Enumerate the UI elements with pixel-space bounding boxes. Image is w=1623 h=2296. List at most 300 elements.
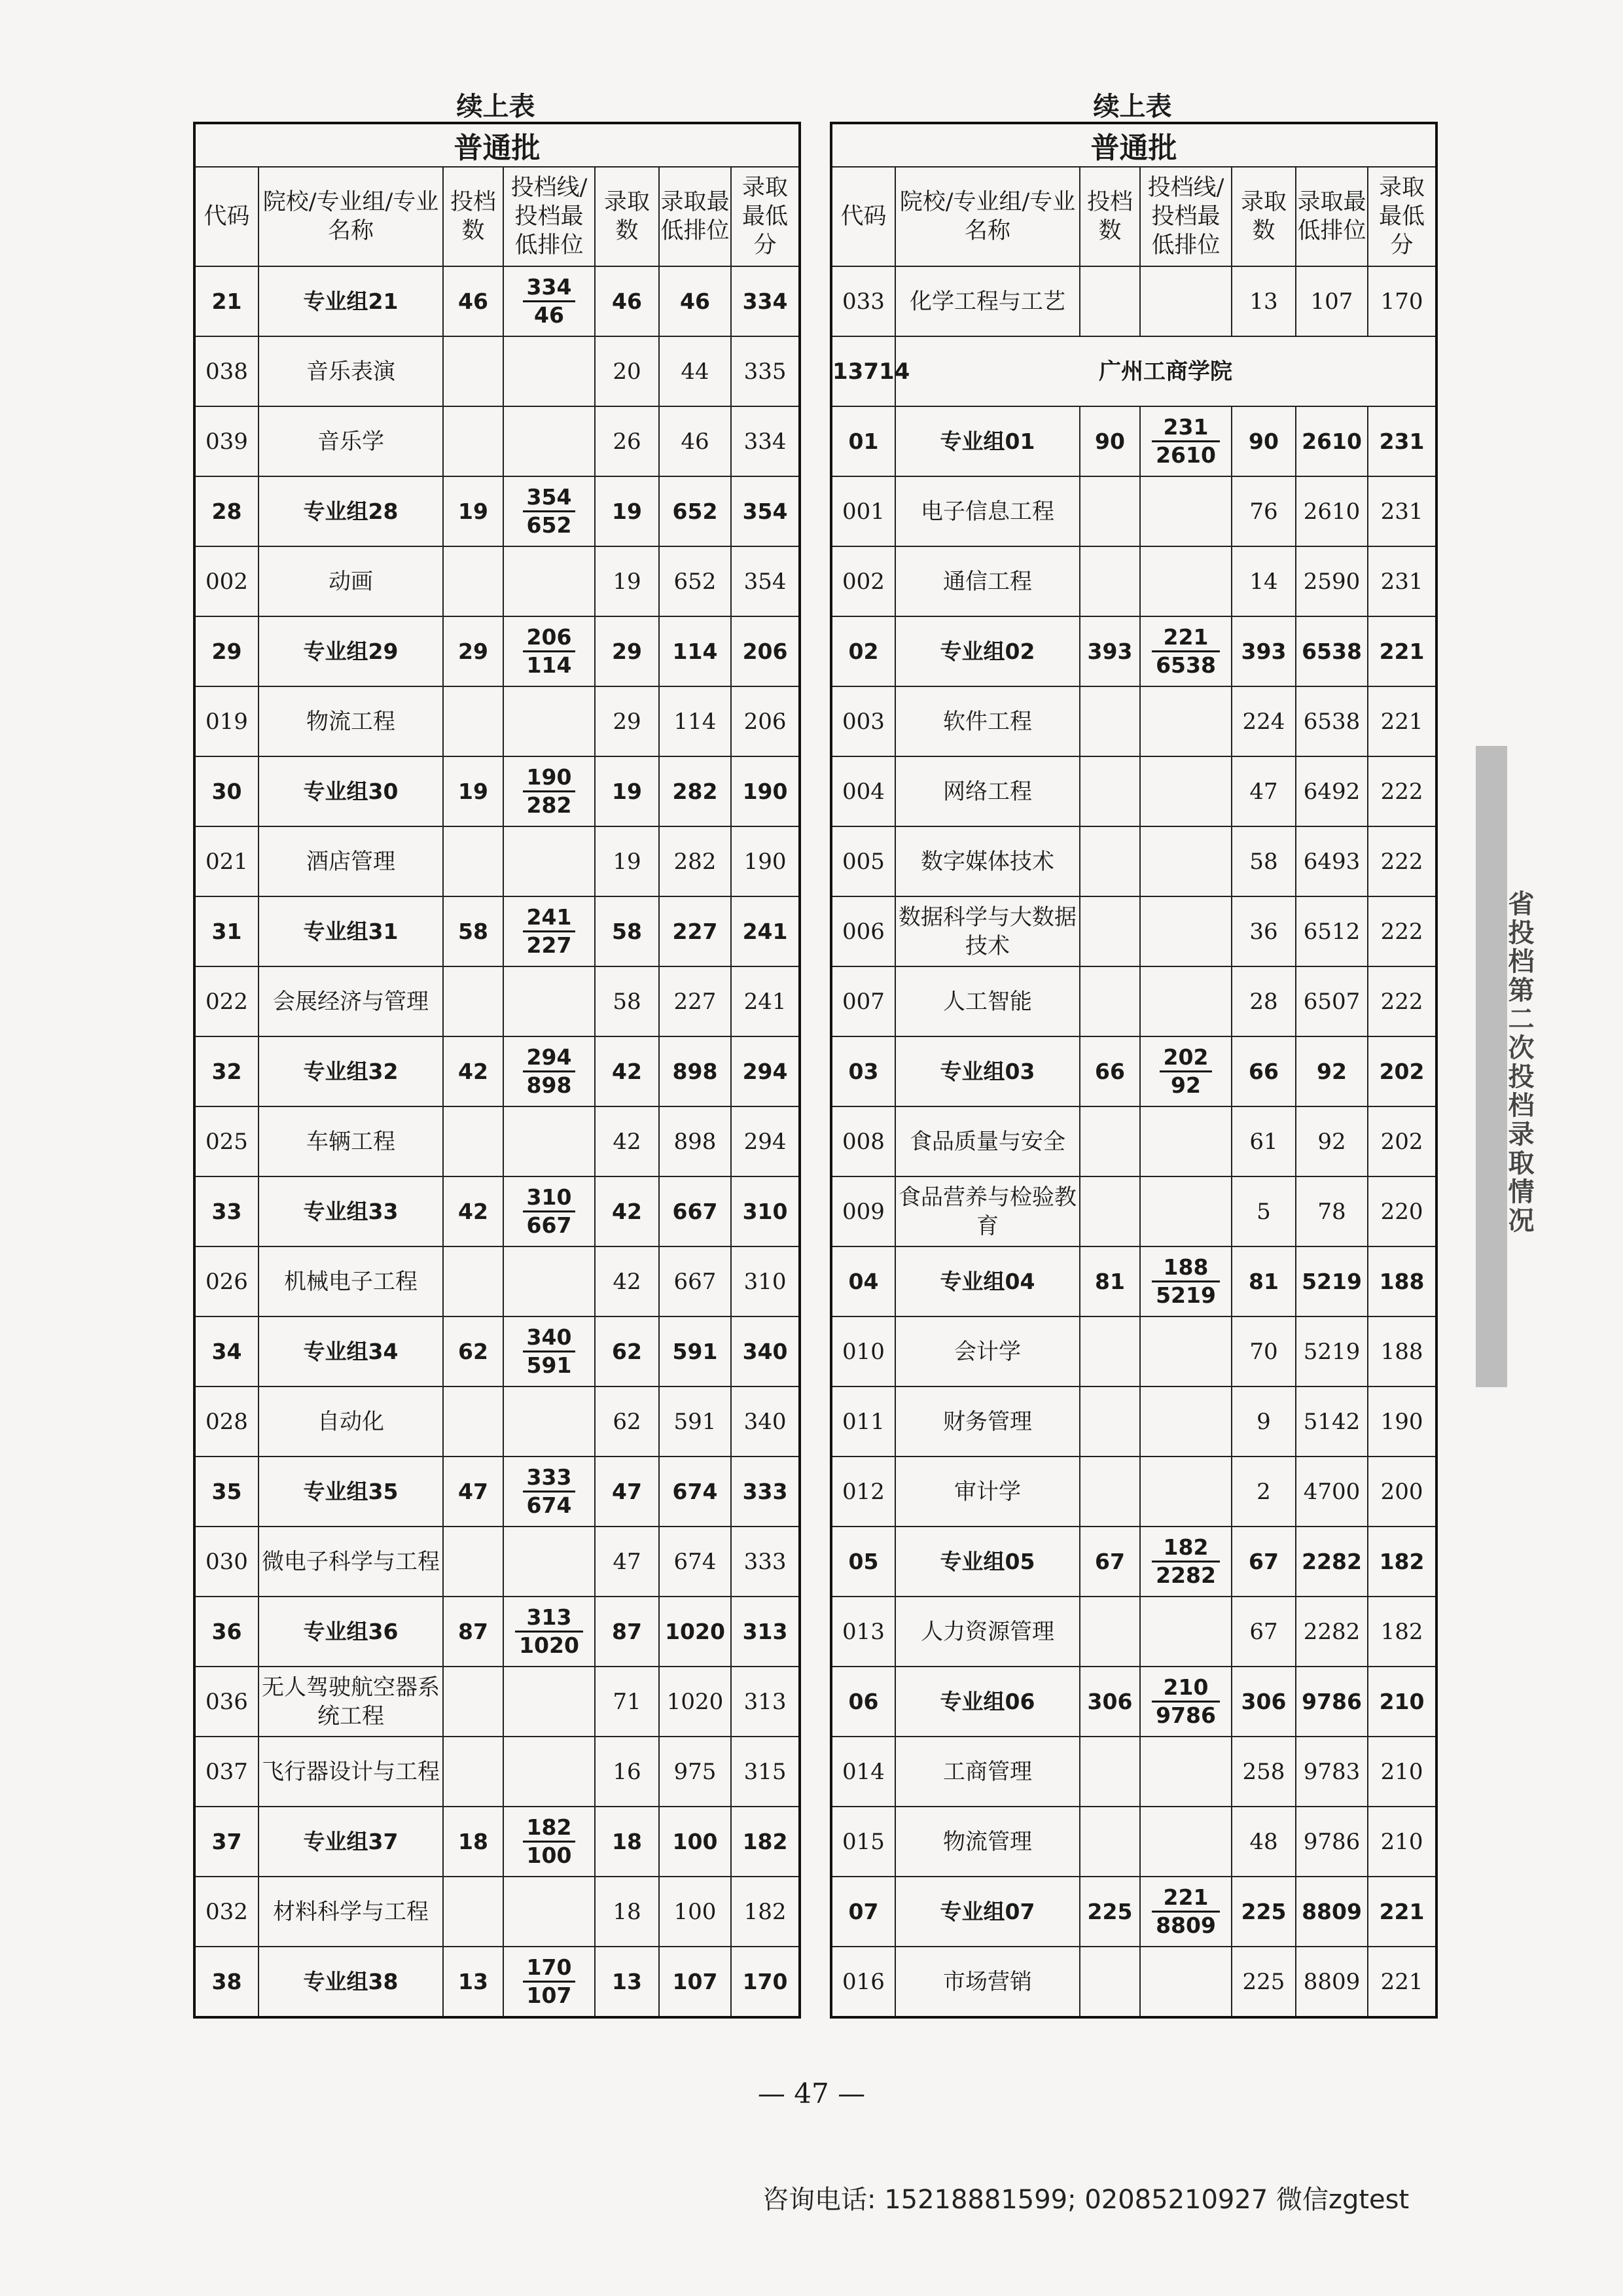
code-cell: 05 (831, 1527, 895, 1597)
tou-cell: 67 (1080, 1527, 1140, 1597)
name-cell: 人力资源管理 (895, 1597, 1080, 1667)
header-row (831, 167, 1436, 266)
score-cell: 182 (731, 1877, 800, 1947)
name-cell: 食品质量与安全 (895, 1106, 1080, 1176)
group-row (831, 1246, 1436, 1316)
tou-cell (443, 1106, 503, 1176)
tou-cell (1080, 266, 1140, 336)
line-fraction (1160, 1044, 1213, 1099)
code-cell: 13714 (831, 336, 895, 406)
lu-cell: 47 (595, 1457, 659, 1527)
line-cell (503, 1527, 595, 1597)
name-cell: 飞行器设计与工程 (259, 1737, 443, 1807)
pos-cell: 92 (1296, 1106, 1368, 1176)
lu-cell: 87 (595, 1597, 659, 1667)
tou-cell (443, 686, 503, 756)
name-cell: 专业组03 (895, 1036, 1080, 1106)
lu-cell: 9 (1232, 1386, 1296, 1457)
score-cell: 190 (731, 756, 800, 826)
line-score: 310 (523, 1184, 576, 1212)
score-cell: 188 (1368, 1246, 1436, 1316)
code-cell: 009 (831, 1176, 895, 1246)
line-rank: 227 (526, 932, 572, 958)
score-cell: 210 (1368, 1667, 1436, 1737)
line-rank: 5219 (1156, 1282, 1216, 1308)
name-cell: 材料科学与工程 (259, 1877, 443, 1947)
line-score: 340 (523, 1324, 576, 1352)
line-rank: 282 (526, 792, 572, 818)
line-fraction (523, 1464, 576, 1519)
major-row (194, 826, 800, 896)
score-cell: 354 (731, 546, 800, 616)
score-cell: 241 (731, 966, 800, 1036)
line-score: 221 (1152, 624, 1220, 652)
lu-cell: 47 (595, 1527, 659, 1597)
line-cell (1140, 1106, 1232, 1176)
line-rank: 2610 (1156, 442, 1216, 468)
tou-cell (443, 1246, 503, 1316)
continued-caption: 续上表 (456, 92, 535, 122)
tou-cell (1080, 1386, 1140, 1457)
lu-cell: 42 (595, 1246, 659, 1316)
score-cell: 231 (1368, 406, 1436, 476)
tou-cell (1080, 546, 1140, 616)
line-rank: 674 (526, 1492, 572, 1518)
lu-cell: 19 (595, 756, 659, 826)
tou-cell: 81 (1080, 1246, 1140, 1316)
lu-cell: 47 (1232, 756, 1296, 826)
tou-cell (1080, 1947, 1140, 2017)
line-cell (1140, 1947, 1232, 2017)
score-cell: 220 (1368, 1176, 1436, 1246)
pos-cell: 227 (659, 896, 731, 966)
tou-cell: 42 (443, 1036, 503, 1106)
group-row (194, 1176, 800, 1246)
group-row (831, 1036, 1436, 1106)
name-cell: 财务管理 (895, 1386, 1080, 1457)
lu-cell: 58 (1232, 826, 1296, 896)
score-cell: 182 (1368, 1527, 1436, 1597)
name-cell: 专业组05 (895, 1527, 1080, 1597)
code-cell: 013 (831, 1597, 895, 1667)
line-rank: 6538 (1156, 652, 1216, 678)
name-cell: 音乐学 (259, 406, 443, 476)
tou-cell (1080, 476, 1140, 546)
lu-cell: 19 (595, 546, 659, 616)
lu-cell: 258 (1232, 1737, 1296, 1807)
major-row (194, 1877, 800, 1947)
score-cell: 231 (1368, 546, 1436, 616)
pos-cell: 9786 (1296, 1667, 1368, 1737)
lu-cell: 42 (595, 1036, 659, 1106)
name-cell: 专业组37 (259, 1807, 443, 1877)
line-rank: 92 (1171, 1072, 1201, 1098)
line-score: 313 (515, 1604, 583, 1633)
code-cell: 002 (831, 546, 895, 616)
major-row (831, 1176, 1436, 1246)
name-cell: 数字媒体技术 (895, 826, 1080, 896)
score-cell: 210 (1368, 1737, 1436, 1807)
line-cell (503, 756, 595, 826)
code-cell: 014 (831, 1737, 895, 1807)
major-row (194, 1737, 800, 1807)
name-cell: 工商管理 (895, 1737, 1080, 1807)
pos-cell: 667 (659, 1246, 731, 1316)
score-cell: 182 (731, 1807, 800, 1877)
header-line: 投档线/投档最低排位 (503, 167, 595, 266)
line-rank: 8809 (1156, 1913, 1216, 1938)
line-cell (503, 686, 595, 756)
score-cell: 294 (731, 1036, 800, 1106)
lu-cell: 36 (1232, 896, 1296, 966)
code-cell: 29 (194, 616, 259, 686)
line-cell (503, 1106, 595, 1176)
name-cell: 会计学 (895, 1316, 1080, 1386)
line-cell (503, 1457, 595, 1527)
code-cell: 028 (194, 1386, 259, 1457)
line-score: 202 (1160, 1044, 1213, 1072)
name-cell: 动画 (259, 546, 443, 616)
header-code: 代码 (194, 167, 259, 266)
tou-cell (1080, 1807, 1140, 1877)
header-score: 录取最低分 (731, 167, 800, 266)
line-cell (503, 1597, 595, 1667)
pos-cell: 9786 (1296, 1807, 1368, 1877)
score-cell: 170 (1368, 266, 1436, 336)
code-cell: 37 (194, 1807, 259, 1877)
tou-cell (443, 1527, 503, 1597)
pos-cell: 5219 (1296, 1246, 1368, 1316)
lu-cell: 5 (1232, 1176, 1296, 1246)
line-fraction (1152, 414, 1220, 468)
major-row (194, 1386, 800, 1457)
code-cell: 33 (194, 1176, 259, 1246)
line-cell (503, 1807, 595, 1877)
group-row (194, 266, 800, 336)
major-row (831, 476, 1436, 546)
pos-cell: 898 (659, 1036, 731, 1106)
line-cell (1140, 406, 1232, 476)
line-fraction (523, 1044, 576, 1099)
pos-cell: 282 (659, 826, 731, 896)
lu-cell: 76 (1232, 476, 1296, 546)
line-cell (1140, 896, 1232, 966)
code-cell: 04 (831, 1246, 895, 1316)
code-cell: 012 (831, 1457, 895, 1527)
major-row (831, 266, 1436, 336)
major-row (831, 756, 1436, 826)
line-score: 182 (1152, 1534, 1220, 1563)
line-cell (503, 266, 595, 336)
score-cell: 222 (1368, 966, 1436, 1036)
tou-cell: 46 (443, 266, 503, 336)
line-rank: 9786 (1156, 1703, 1216, 1728)
line-score: 190 (523, 764, 576, 792)
code-cell: 03 (831, 1036, 895, 1106)
code-cell: 019 (194, 686, 259, 756)
tou-cell: 90 (1080, 406, 1140, 476)
major-row (831, 1106, 1436, 1176)
school-row (831, 336, 1436, 406)
tou-cell (1080, 1737, 1140, 1807)
group-row (194, 1597, 800, 1667)
tou-cell: 19 (443, 756, 503, 826)
tou-cell (443, 406, 503, 476)
header-score: 录取最低分 (1368, 167, 1436, 266)
line-cell (1140, 1316, 1232, 1386)
line-cell (1140, 966, 1232, 1036)
line-cell (503, 1316, 595, 1386)
pos-cell: 46 (659, 406, 731, 476)
major-row (831, 1457, 1436, 1527)
lu-cell: 66 (1232, 1036, 1296, 1106)
name-cell: 物流工程 (259, 686, 443, 756)
name-cell: 通信工程 (895, 546, 1080, 616)
code-cell: 006 (831, 896, 895, 966)
lu-cell: 224 (1232, 686, 1296, 756)
group-row (194, 896, 800, 966)
header-name: 院校/专业组/专业名称 (895, 167, 1080, 266)
line-score: 210 (1152, 1674, 1220, 1703)
code-cell: 32 (194, 1036, 259, 1106)
code-cell: 025 (194, 1106, 259, 1176)
group-row (831, 1877, 1436, 1947)
header-pos: 录取最低排位 (1296, 167, 1368, 266)
line-fraction (1152, 1534, 1220, 1589)
line-rank: 114 (526, 652, 572, 678)
pos-cell: 8809 (1296, 1947, 1368, 2017)
name-cell: 音乐表演 (259, 336, 443, 406)
header-line: 投档线/投档最低排位 (1140, 167, 1232, 266)
lu-cell: 70 (1232, 1316, 1296, 1386)
lu-cell: 13 (1232, 266, 1296, 336)
lu-cell: 2 (1232, 1457, 1296, 1527)
pos-cell: 6538 (1296, 616, 1368, 686)
code-cell: 01 (831, 406, 895, 476)
major-row (831, 1807, 1436, 1877)
line-rank: 100 (526, 1843, 572, 1868)
pos-cell: 100 (659, 1807, 731, 1877)
line-cell (1140, 686, 1232, 756)
tou-cell: 393 (1080, 616, 1140, 686)
code-cell: 21 (194, 266, 259, 336)
score-cell: 335 (731, 336, 800, 406)
lu-cell: 58 (595, 966, 659, 1036)
lu-cell: 46 (595, 266, 659, 336)
major-row (831, 546, 1436, 616)
line-cell (503, 1386, 595, 1457)
tou-cell (443, 1667, 503, 1737)
pos-cell: 6493 (1296, 826, 1368, 896)
name-cell: 专业组07 (895, 1877, 1080, 1947)
tou-cell (443, 546, 503, 616)
code-cell: 026 (194, 1246, 259, 1316)
major-row (831, 1597, 1436, 1667)
score-cell: 315 (731, 1737, 800, 1807)
name-cell: 机械电子工程 (259, 1246, 443, 1316)
lu-cell: 26 (595, 406, 659, 476)
line-cell (1140, 476, 1232, 546)
right-table-panel (830, 92, 1435, 2019)
score-cell: 231 (1368, 476, 1436, 546)
pos-cell: 6538 (1296, 686, 1368, 756)
major-row (194, 546, 800, 616)
lu-cell: 71 (595, 1667, 659, 1737)
group-row (194, 1457, 800, 1527)
lu-cell: 16 (595, 1737, 659, 1807)
score-cell: 310 (731, 1176, 800, 1246)
code-cell: 038 (194, 336, 259, 406)
line-fraction (523, 624, 576, 679)
line-score: 221 (1152, 1884, 1220, 1913)
major-row (831, 1947, 1436, 2017)
table-body-left (194, 266, 800, 2017)
pos-cell: 652 (659, 546, 731, 616)
group-row (194, 476, 800, 546)
line-cell (1140, 1807, 1232, 1877)
code-cell: 002 (194, 546, 259, 616)
name-cell: 专业组04 (895, 1246, 1080, 1316)
line-score: 354 (523, 484, 576, 512)
name-cell: 专业组30 (259, 756, 443, 826)
lu-cell: 90 (1232, 406, 1296, 476)
name-cell: 无人驾驶航空器系统工程 (259, 1667, 443, 1737)
tou-cell: 225 (1080, 1877, 1140, 1947)
group-row (831, 616, 1436, 686)
name-cell: 专业组02 (895, 616, 1080, 686)
tou-cell: 29 (443, 616, 503, 686)
tou-cell: 66 (1080, 1036, 1140, 1106)
score-cell: 202 (1368, 1106, 1436, 1176)
name-cell: 专业组31 (259, 896, 443, 966)
left-table-panel (193, 92, 798, 2019)
line-cell (503, 826, 595, 896)
pos-cell: 114 (659, 686, 731, 756)
tou-cell (1080, 1106, 1140, 1176)
tou-cell (1080, 1597, 1140, 1667)
major-row (831, 966, 1436, 1036)
code-cell: 34 (194, 1316, 259, 1386)
tou-cell (443, 336, 503, 406)
score-cell: 188 (1368, 1316, 1436, 1386)
lu-cell: 42 (595, 1106, 659, 1176)
line-rank: 652 (526, 512, 572, 538)
name-cell: 专业组29 (259, 616, 443, 686)
major-row (194, 336, 800, 406)
line-fraction (523, 764, 576, 819)
score-cell: 221 (1368, 1877, 1436, 1947)
major-row (194, 406, 800, 476)
tou-cell (443, 1386, 503, 1457)
school-name-cell: 广州工商学院 (895, 336, 1436, 406)
line-score: 333 (523, 1464, 576, 1492)
major-row (194, 686, 800, 756)
major-row (194, 1667, 800, 1737)
pos-cell: 2610 (1296, 406, 1368, 476)
pos-cell: 591 (659, 1386, 731, 1457)
score-cell: 334 (731, 406, 800, 476)
line-cell (503, 336, 595, 406)
line-fraction (523, 1184, 576, 1239)
code-cell: 037 (194, 1737, 259, 1807)
tou-cell (1080, 1457, 1140, 1527)
name-cell: 专业组28 (259, 476, 443, 546)
group-row (194, 1807, 800, 1877)
name-cell: 酒店管理 (259, 826, 443, 896)
major-row (194, 966, 800, 1036)
tou-cell (1080, 686, 1140, 756)
score-cell: 294 (731, 1106, 800, 1176)
line-cell (503, 1737, 595, 1807)
lu-cell: 28 (1232, 966, 1296, 1036)
pos-cell: 5219 (1296, 1316, 1368, 1386)
lu-cell: 81 (1232, 1246, 1296, 1316)
lu-cell: 67 (1232, 1527, 1296, 1597)
line-cell (1140, 1737, 1232, 1807)
name-cell: 专业组32 (259, 1036, 443, 1106)
name-cell: 软件工程 (895, 686, 1080, 756)
contact-info: 咨询电话: 15218881599; 02085210927 微信zgtest (762, 2185, 1410, 2215)
tou-cell (443, 966, 503, 1036)
pos-cell: 674 (659, 1457, 731, 1527)
name-cell: 自动化 (259, 1386, 443, 1457)
major-row (831, 1386, 1436, 1457)
code-cell: 07 (831, 1877, 895, 1947)
line-fraction (523, 1954, 576, 2009)
name-cell: 微电子科学与工程 (259, 1527, 443, 1597)
pos-cell: 46 (659, 266, 731, 336)
line-rank: 2282 (1156, 1563, 1216, 1588)
lu-cell: 29 (595, 686, 659, 756)
score-cell: 340 (731, 1386, 800, 1457)
lu-cell: 13 (595, 1947, 659, 2017)
pos-cell: 9783 (1296, 1737, 1368, 1807)
line-cell (1140, 616, 1232, 686)
batch-title: 普通批 (831, 123, 1436, 167)
code-cell: 039 (194, 406, 259, 476)
lu-cell: 225 (1232, 1947, 1296, 2017)
name-cell: 专业组01 (895, 406, 1080, 476)
pos-cell: 107 (1296, 266, 1368, 336)
tou-cell (1080, 1316, 1140, 1386)
lu-cell: 306 (1232, 1667, 1296, 1737)
code-cell: 31 (194, 896, 259, 966)
code-cell: 36 (194, 1597, 259, 1667)
name-cell: 食品营养与检验教育 (895, 1176, 1080, 1246)
code-cell: 005 (831, 826, 895, 896)
line-cell (1140, 1527, 1232, 1597)
line-rank: 667 (526, 1212, 572, 1238)
name-cell: 数据科学与大数据技术 (895, 896, 1080, 966)
pos-cell: 2282 (1296, 1527, 1368, 1597)
side-tab-label: 省投档第二次投档录取情况 (1504, 890, 1534, 1235)
lu-cell: 67 (1232, 1597, 1296, 1667)
name-cell: 专业组21 (259, 266, 443, 336)
major-row (831, 1737, 1436, 1807)
pos-cell: 2590 (1296, 546, 1368, 616)
major-row (194, 1246, 800, 1316)
line-fraction (515, 1604, 583, 1659)
name-cell: 人工智能 (895, 966, 1080, 1036)
pos-cell: 107 (659, 1947, 731, 2017)
name-cell: 会展经济与管理 (259, 966, 443, 1036)
lu-cell: 42 (595, 1176, 659, 1246)
lu-cell: 62 (595, 1316, 659, 1386)
tou-cell: 19 (443, 476, 503, 546)
pos-cell: 667 (659, 1176, 731, 1246)
code-cell: 032 (194, 1877, 259, 1947)
code-cell: 008 (831, 1106, 895, 1176)
